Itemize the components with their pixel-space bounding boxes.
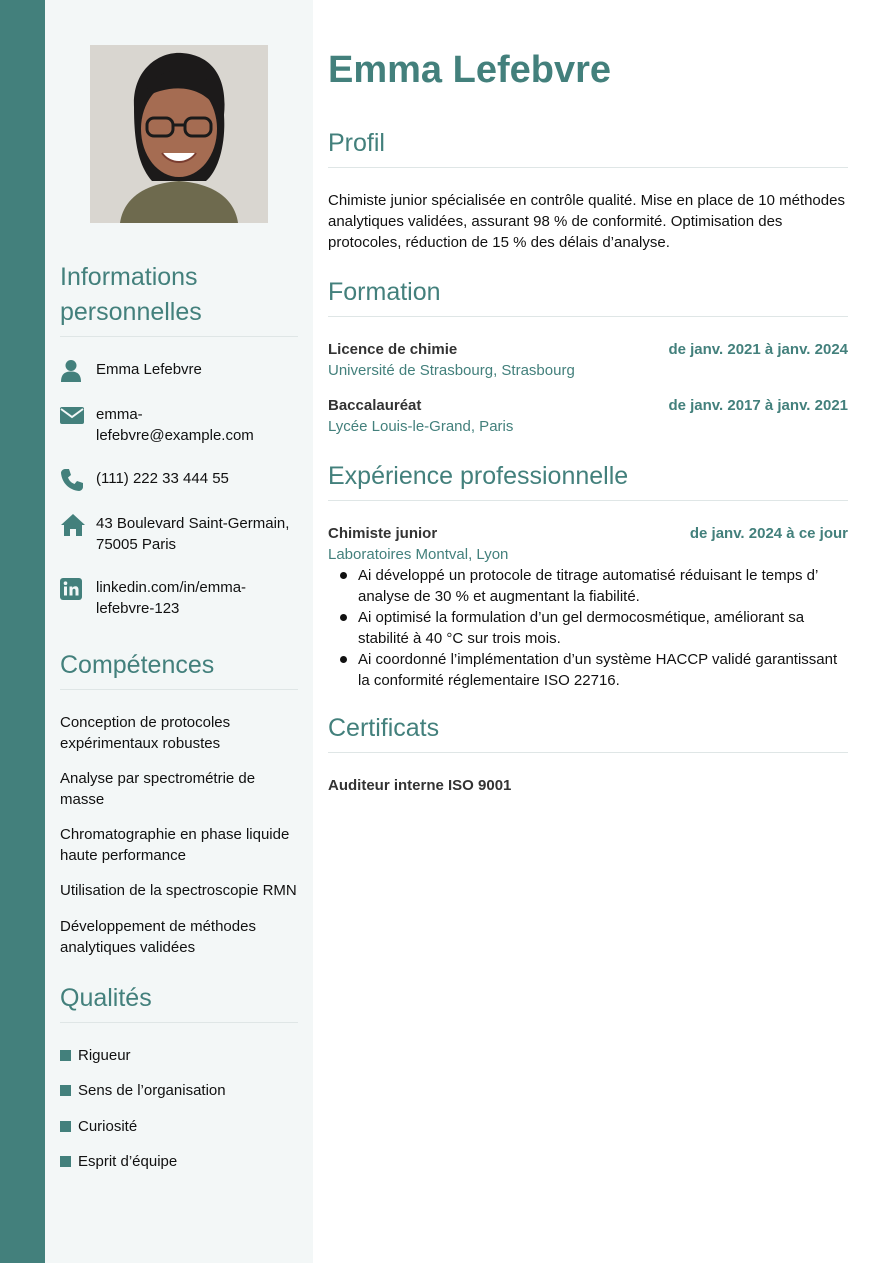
date-range: de janv. 2021 à janv. 2024 (668, 341, 848, 358)
certificates-section (328, 711, 848, 753)
school: Université de Strasbourg, Strasbourg (328, 362, 575, 379)
qualities-title: Qualités (60, 984, 152, 1012)
company: Laboratoires Montval, Lyon (328, 546, 509, 563)
divider (328, 167, 848, 168)
linkedin-icon (60, 577, 84, 601)
degree: Baccalauréat (328, 397, 422, 414)
portrait-illustration (90, 45, 268, 223)
divider (60, 1022, 298, 1023)
school: Lycée Louis-le-Grand, Paris (328, 418, 514, 435)
profile-title: Profil (328, 129, 385, 157)
home-icon (60, 513, 84, 537)
contact-linkedin-text[interactable]: linkedin.com/in/emma-lefebvre-123 (96, 579, 247, 617)
qualities-section (60, 981, 298, 1023)
divider (328, 500, 848, 501)
page-title: Emma Lefebvre (328, 49, 612, 91)
user-icon (60, 359, 84, 383)
quality-item: Rigueur (60, 1045, 298, 1066)
education-section (328, 275, 848, 317)
skills-section (60, 648, 298, 690)
list-item: Ai optimisé la formulation d’un gel dermocosmétique, améliorant sa stabilité à 40 °C sur trois mois. (328, 607, 848, 649)
skill-item: Utilisation de la spectroscopie RMN (60, 882, 297, 899)
phone-icon (60, 468, 84, 492)
list-item: Ai développé un protocole de titrage automatisé réduisant le temps d’ analyse de 30 % et augmentant la fiabilité. (328, 565, 848, 607)
skill-item: Développement de méthodes analytiques validées (60, 918, 256, 956)
contact-email-text[interactable]: emma-lefebvre@example.com (96, 406, 254, 444)
bullet-icon (340, 572, 347, 579)
envelope-icon (60, 404, 84, 428)
square-bullet-icon (60, 1085, 71, 1096)
divider (328, 316, 848, 317)
square-bullet-icon (60, 1121, 71, 1132)
square-bullet-icon (60, 1050, 71, 1061)
experience-title: Expérience professionnelle (328, 462, 629, 490)
divider (60, 689, 298, 690)
contact-address-text: 43 Boulevard Saint-Germain, 75005 Paris (96, 515, 290, 553)
contact-phone-text[interactable]: (111) 222 33 444 55 (96, 470, 229, 487)
skill-item: Chromatographie en phase liquide haute performance (60, 826, 290, 864)
skill-item: Conception de protocoles expérimentaux robustes (60, 714, 231, 752)
quality-item: Curiosité (60, 1116, 298, 1137)
degree: Licence de chimie (328, 341, 458, 358)
profile-text: Chimiste junior spécialisée en contrôle qualité. Mise en place de 10 méthodes analytiques validées, assurant 98 % de conformité. Optimisation des protocoles, réduction de 15 % des délais d’analyse. (328, 192, 845, 251)
profile-photo (90, 45, 268, 223)
certificates-title: Certificats (328, 714, 440, 742)
experience-entry (328, 523, 848, 544)
skills-title: Compétences (60, 651, 215, 679)
experience-section (328, 459, 848, 501)
date-range: de janv. 2017 à janv. 2021 (668, 397, 848, 414)
education-title: Formation (328, 278, 441, 306)
education-entry (328, 339, 848, 360)
quality-item: Sens de l’organisation (60, 1080, 298, 1101)
square-bullet-icon (60, 1156, 71, 1167)
education-entry (328, 395, 848, 416)
divider (60, 336, 298, 337)
quality-item: Esprit d’équipe (60, 1151, 298, 1172)
personal-info-section (60, 260, 298, 337)
bullet-icon (340, 656, 347, 663)
divider (328, 752, 848, 753)
accent-stripe (0, 0, 45, 1263)
skill-item: Analyse par spectrométrie de masse (60, 770, 256, 808)
bullet-icon (340, 614, 347, 621)
date-range: de janv. 2024 à ce jour (689, 525, 848, 542)
certificate-item: Auditeur interne ISO 9001 (328, 777, 512, 794)
contact-name-text: Emma Lefebvre (96, 361, 202, 378)
profile-section (328, 126, 848, 168)
personal-info-title: Informations personnelles (60, 263, 202, 326)
achievement-list (328, 565, 848, 691)
job-role: Chimiste junior (328, 525, 438, 542)
list-item: Ai coordonné l’implémentation d’un système HACCP validé garantissant la conformité réglementaire ISO 22716. (328, 649, 848, 691)
